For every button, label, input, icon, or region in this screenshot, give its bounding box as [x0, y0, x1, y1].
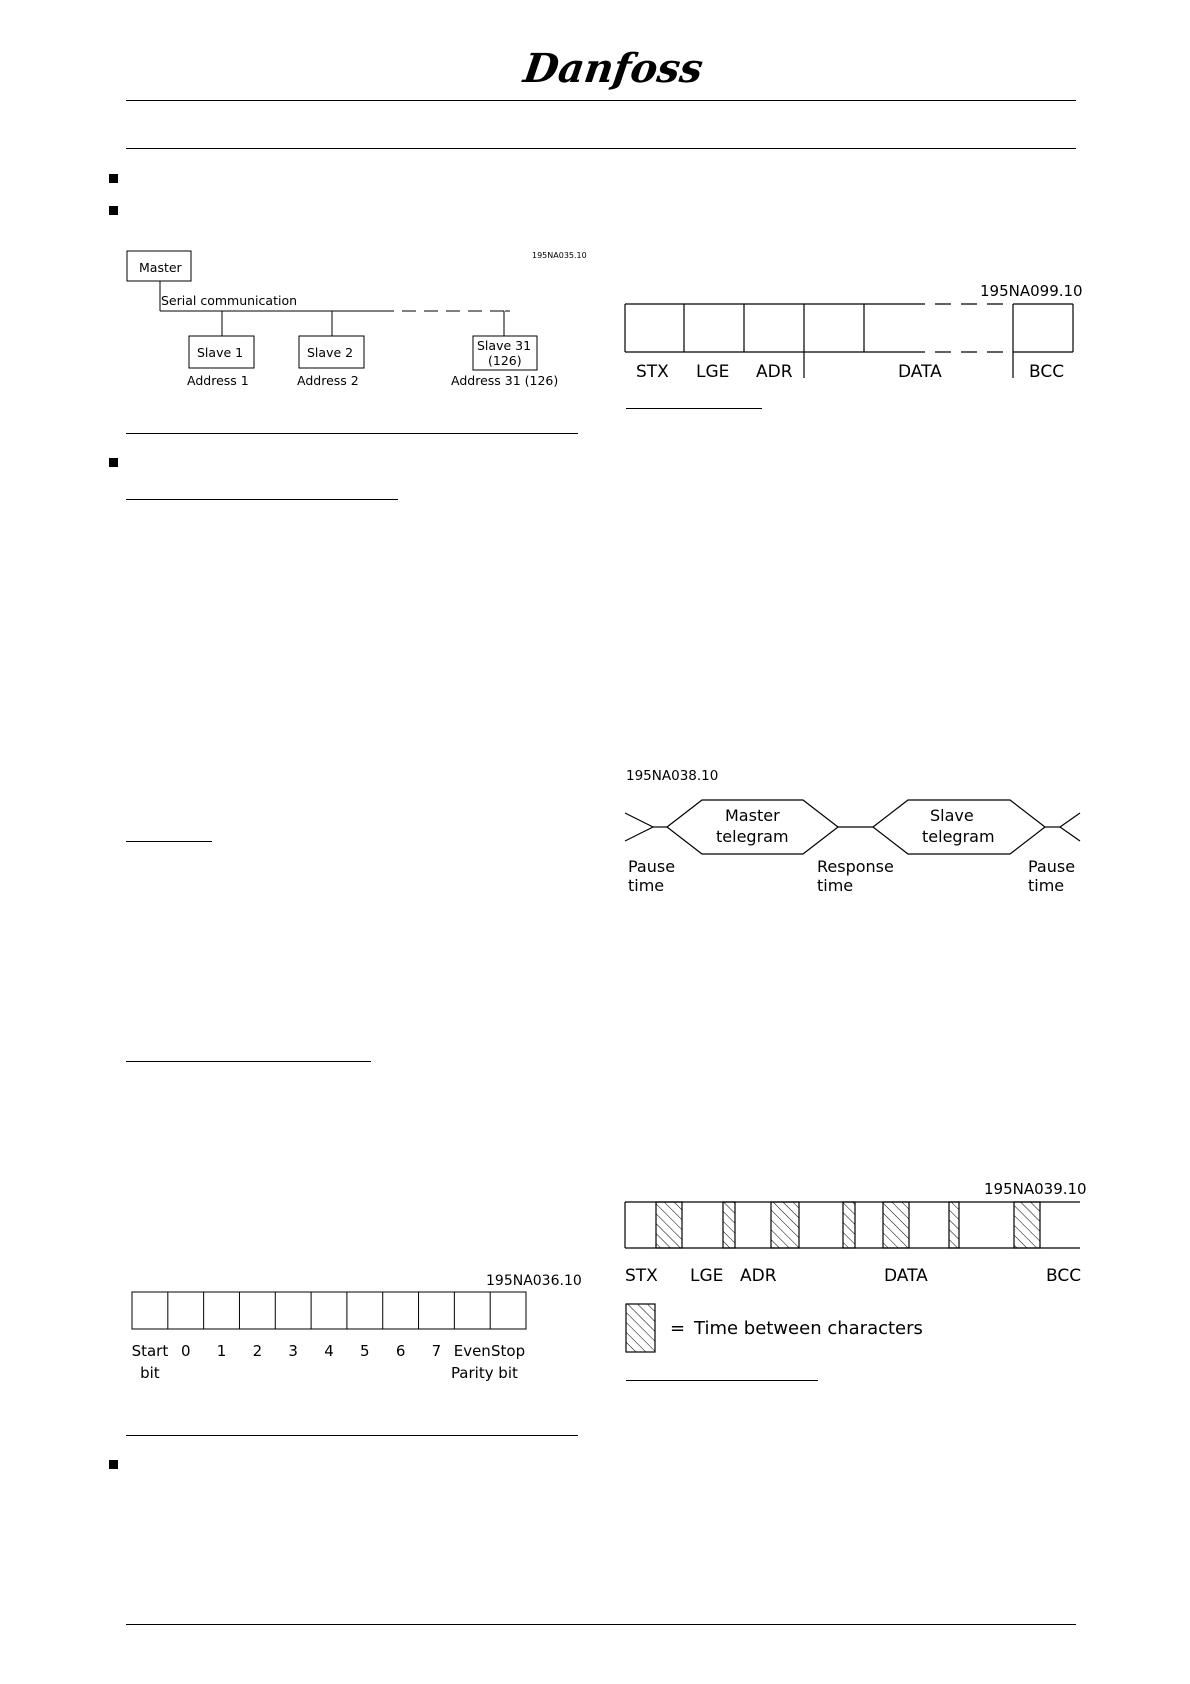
bit-label: 0 [180, 1342, 191, 1360]
bit-label: 3 [288, 1342, 298, 1360]
heading-underline [126, 499, 398, 500]
svg-text:ADR: ADR [756, 362, 793, 382]
svg-text:195NA036.10: 195NA036.10 [486, 1273, 582, 1289]
svg-text:telegram: telegram [922, 827, 995, 846]
svg-text:Slave: Slave [930, 806, 974, 825]
svg-text:195NA099.10: 195NA099.10 [980, 282, 1083, 300]
svg-text:DATA: DATA [898, 362, 942, 382]
bit-label: Start [131, 1342, 169, 1360]
column-rule [126, 433, 578, 434]
section-rule [126, 148, 1076, 149]
svg-text:LGE: LGE [690, 1266, 724, 1286]
bullet-icon [109, 174, 118, 183]
svg-text:DATA: DATA [884, 1266, 928, 1286]
svg-text:Slave 2: Slave 2 [307, 345, 354, 360]
gap-hatch [843, 1202, 855, 1248]
gap-hatch [771, 1202, 799, 1248]
bit-label: 6 [395, 1342, 406, 1360]
gap-hatch [1014, 1202, 1040, 1248]
svg-text:Address 1: Address 1 [187, 373, 249, 388]
svg-text:Serial communication: Serial communication [161, 293, 298, 308]
svg-text:Pause: Pause [628, 857, 676, 876]
gap-hatch [949, 1202, 959, 1248]
bullet-icon [109, 1460, 118, 1469]
svg-text:Master: Master [725, 806, 780, 825]
svg-text:195NA039.10: 195NA039.10 [984, 1180, 1087, 1198]
svg-text:Address 31 (126): Address 31 (126) [451, 373, 559, 388]
bullet-icon [109, 458, 118, 467]
network-diagram [120, 240, 590, 400]
svg-text:Address 2: Address 2 [297, 373, 359, 388]
svg-text:Master: Master [139, 260, 182, 275]
heading-underline [126, 1061, 371, 1062]
bit-label: Parity [450, 1364, 494, 1382]
bit-label: 4 [324, 1342, 334, 1360]
svg-text:time: time [817, 876, 854, 895]
gap-hatch [883, 1202, 909, 1248]
bit-label: bit [498, 1364, 518, 1382]
svg-text:(126): (126) [488, 353, 522, 368]
svg-text:LGE: LGE [696, 362, 730, 382]
bit-label: 5 [360, 1342, 370, 1360]
svg-text:ADR: ADR [740, 1266, 777, 1286]
svg-text:Pause: Pause [1028, 857, 1076, 876]
bit-label: Stop [491, 1342, 526, 1360]
gaps-diagram [620, 1178, 1090, 1343]
bit-label: 2 [252, 1342, 263, 1360]
svg-text:STX: STX [636, 362, 669, 382]
svg-text:Slave 1: Slave 1 [197, 345, 244, 360]
svg-text:Time between characters: Time between characters [694, 1318, 923, 1339]
bit-label: 1 [216, 1342, 227, 1360]
byte-diagram [120, 1268, 590, 1393]
footer-rule [126, 1624, 1076, 1625]
header-rule [126, 100, 1076, 101]
svg-text:time: time [1028, 876, 1065, 895]
svg-text:=: = [670, 1318, 686, 1339]
gap-hatch [723, 1202, 735, 1248]
svg-text:195NA038.10: 195NA038.10 [626, 768, 719, 784]
svg-text:STX: STX [625, 1266, 658, 1286]
column-rule [126, 1435, 578, 1436]
svg-text:BCC: BCC [1029, 362, 1065, 382]
svg-text:Danfoss: Danfoss [520, 45, 706, 92]
svg-text:BCC: BCC [1046, 1266, 1082, 1286]
danfoss-logo [520, 40, 706, 96]
heading-underline [626, 408, 762, 409]
svg-text:195NA035.10: 195NA035.10 [532, 251, 587, 260]
timing-diagram [620, 765, 1090, 900]
svg-text:telegram: telegram [716, 827, 789, 846]
legend-hatch [626, 1304, 655, 1352]
bit-label: 7 [431, 1342, 442, 1360]
bit-label: Even [453, 1342, 491, 1360]
heading-underline [626, 1380, 818, 1381]
bullet-icon [109, 206, 118, 215]
svg-text:Response: Response [817, 857, 894, 876]
bit-label: bit [140, 1364, 160, 1382]
telegram-diagram [620, 280, 1083, 382]
svg-text:Slave 31: Slave 31 [477, 338, 532, 353]
heading-underline [126, 841, 212, 842]
gap-hatch [656, 1202, 682, 1248]
svg-text:time: time [628, 876, 665, 895]
